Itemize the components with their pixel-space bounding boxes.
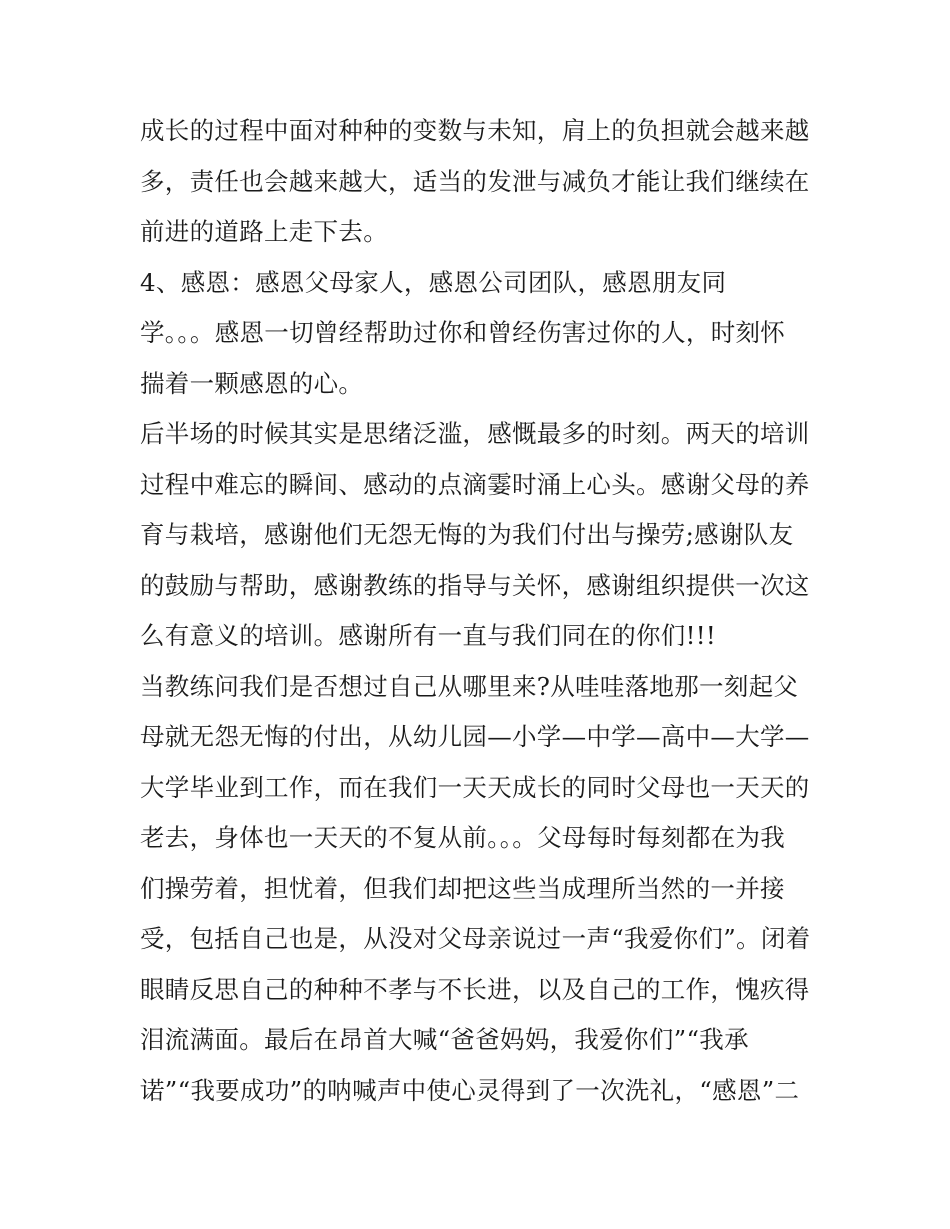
text-line: 大学毕业到工作，而在我们一天天成长的同时父母也一天天的 — [140, 772, 810, 802]
text-line: 老去，身体也一天天的不复从前。。。父母每时每刻都在为我 — [140, 823, 786, 852]
text-line: 眼睛反思自己的种种不孝与不长进，以及自己的工作，愧疚得 — [140, 974, 810, 1004]
text-line: 4、感恩：感恩父母家人，感恩公司团队，感恩朋友同 — [140, 267, 727, 297]
text-line: 们操劳着，担忧着，但我们却把这些当成理所当然的一并接 — [140, 873, 785, 903]
text-line: 学。。。感恩一切曾经帮助过你和曾经伤害过你的人，时刻怀 — [140, 318, 786, 347]
text-line: 成长的过程中面对种种的变数与未知，肩上的负担就会越来越 — [140, 116, 810, 145]
text-line: 后半场的时候其实是思绪泛滥，感慨最多的时刻。两天的培训 — [140, 419, 810, 448]
body-text — [140, 106, 820, 1116]
text-line: 当教练问我们是否想过自己从哪里来?从哇哇落地那一刻起父 — [140, 671, 799, 701]
text-line: 诺”“我要成功”的呐喊声中使心灵得到了一次洗礼，“感恩”二 — [140, 1075, 800, 1105]
text-line: 么有意义的培训。感谢所有一直与我们同在的你们!!! — [140, 621, 717, 650]
text-line: 泪流满面。最后在昂首大喊“爸爸妈妈，我爱你们”“我承 — [140, 1025, 749, 1054]
text-line: 揣着一颗感恩的心。 — [140, 368, 364, 398]
text-line: 过程中难忘的瞬间、感动的点滴霎时涌上心头。感谢父母的养 — [140, 469, 810, 499]
text-line: 育与栽培，感谢他们无怨无悔的为我们付出与操劳;感谢队友 — [140, 520, 794, 549]
text-line: 多，责任也会越来越大，适当的发泄与减负才能让我们继续在 — [140, 166, 810, 196]
text-line: 受，包括自己也是，从没对父母亲说过一声“我爱你们”。闭着 — [140, 924, 811, 953]
text-line: 母就无怨无悔的付出，从幼儿园—小学—中学—高中—大学— — [140, 722, 810, 751]
text-line: 的鼓励与帮助，感谢教练的指导与关怀，感谢组织提供一次这 — [140, 570, 810, 600]
text-line: 前进的道路上走下去。 — [140, 217, 388, 246]
